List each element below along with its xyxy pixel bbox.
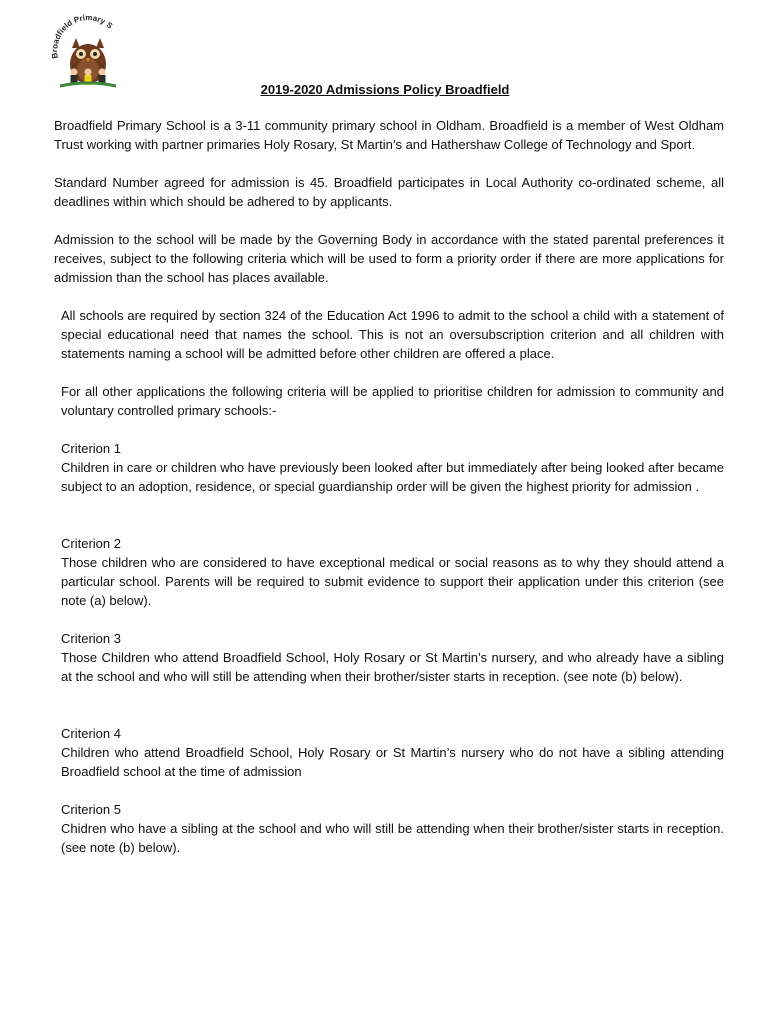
page-title: 2019-2020 Admissions Policy Broadfield <box>260 82 510 97</box>
criterion-heading: Criterion 2 <box>61 536 121 551</box>
criterion-heading: Criterion 4 <box>61 726 121 741</box>
criterion-5 <box>61 800 724 857</box>
criterion-heading: Criterion 3 <box>61 631 121 646</box>
criteria-intro-paragraph: For all other applications the following criteria will be applied to prioritise children for admission to community and voluntary controlled primary schools:- <box>61 384 724 418</box>
criterion-3 <box>61 629 724 686</box>
criterion-4 <box>61 724 724 781</box>
criterion-text: Chidren who have a sibling at the school and who will still be attending when their brother/sister starts in reception. (see note (b) below). <box>61 821 724 855</box>
admission-paragraph: Admission to the school will be made by the Governing Body in accordance with the stated parental preferences it receives, subject to the following criteria which will be used to form a priority order if there are more applications for admission than the school has places available. <box>54 232 724 285</box>
sen-paragraph: All schools are required by section 324 of the Education Act 1996 to admit to the school a child with a statement of special educational need that names the school. This is not an oversubscription criterion and all children with statements naming a school will be admitted before other children are offered a place. <box>61 308 724 361</box>
criterion-1 <box>61 439 724 496</box>
criterion-heading: Criterion 5 <box>61 802 121 817</box>
intro-paragraph: Broadfield Primary School is a 3-11 community primary school in Oldham. Broadfield is a member of West Oldham Trust working with partner primaries Holy Rosary, St Martin’s and Hathershaw College of Technology and Sport. <box>54 118 724 152</box>
criterion-text: Children who attend Broadfield School, Holy Rosary or St Martin’s nursery who do not have a sibling attending Broadfield school at the time of admission <box>61 745 724 779</box>
criterion-text: Those Children who attend Broadfield School, Holy Rosary or St Martin’s nursery, and who already have a sibling at the school and who will still be attending when their brother/sister starts in reception. (see note (b) below). <box>61 650 724 684</box>
standard-number-paragraph: Standard Number agreed for admission is 45. Broadfield participates in Local Authority co-ordinated scheme, all deadlines within which should be adhered to by applicants. <box>54 175 724 209</box>
criterion-heading: Criterion 1 <box>61 441 121 456</box>
criterion-text: Children in care or children who have previously been looked after but immediately after being looked after became subject to an adoption, residence, or special guardianship order will be given the highest priority for admission . <box>61 460 724 494</box>
criterion-text: Those children who are considered to have exceptional medical or social reasons as to why they should attend a particular school. Parents will be required to submit evidence to support their application under this criterion (see note (a) below). <box>61 555 724 608</box>
criterion-2 <box>61 534 724 610</box>
logo-text: Broadfield Primary S <box>50 14 115 60</box>
